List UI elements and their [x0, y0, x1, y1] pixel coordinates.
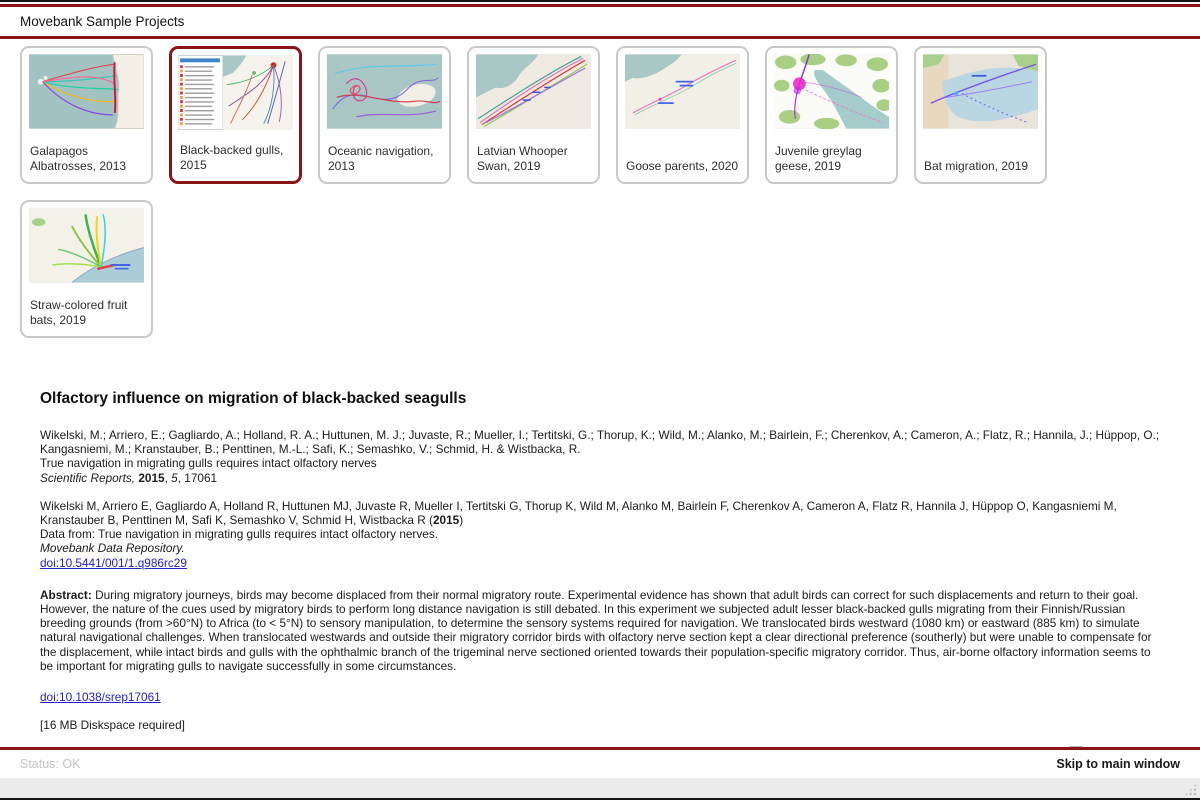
status-bar — [0, 750, 1200, 778]
thumbnail-map-oceanic — [327, 54, 442, 129]
thumbnail-map-bat — [923, 54, 1038, 129]
map-tracks-image — [625, 54, 740, 129]
project-label: Goose parents, 2020 — [626, 159, 739, 173]
thumbnail-map-greylag — [774, 54, 889, 129]
project-card-bat-migration[interactable] — [914, 46, 1047, 184]
map-tracks-image — [178, 55, 293, 130]
window-title: Movebank Sample Projects — [20, 14, 185, 29]
project-label: Juvenile greylag geese, 2019 — [775, 144, 862, 173]
map-tracks-image — [29, 54, 144, 129]
project-card-galapagos-albatrosses[interactable] — [20, 46, 153, 184]
project-card-latvian-whooper-swan[interactable] — [467, 46, 600, 184]
project-card-oceanic-navigation[interactable] — [318, 46, 451, 184]
project-label: Black-backed gulls, 2015 — [180, 143, 284, 172]
citation-year: 2015 — [138, 470, 165, 485]
citation-repository: Wikelski M, Arriero E, Gagliardo A, Holland R, Huttunen MJ, Juvaste R, Mueller I, Tertitski G, Thorup K, Wild M, Alanko M, Bairlein F, Cherenkov A, Cameron A, Flatz R, Hannila J, Hüppop O, Kangasniemi M, Kranstauber B, Penttinen M, Safi K, Semashko V, Schmid H, Wistbacka R (2015) Data from: True navigation in migrating gulls requires intact olfactory nerves. Movebank Data Repository. doi:10.5441/001/1.q986rc29 — [40, 498, 1117, 570]
resize-grip-icon[interactable] — [1184, 783, 1197, 796]
doi-article-link[interactable]: doi:10.1038/srep17061 — [40, 690, 161, 705]
citation2-repository-name: Movebank Data Repository. — [40, 541, 185, 556]
thumbnail-map-gulls — [178, 55, 293, 130]
project-label: Straw-colored fruit bats, 2019 — [30, 298, 128, 327]
project-label: Bat migration, 2019 — [924, 159, 1029, 173]
citation-authors: Wikelski, M.; Arriero, E.; Gagliardo, A.; Holland, R. A.; Huttunen, M. J.; Juvaste, R.; Mueller, I.; Tertitski, G.; Thorup, K.; Wild, M.; Alanko, M.; Bairlein, F.; Cherenkov, A.; Cameron, A.; Flatz, R.; Hannila, J.; Hüppop, O.; Kangasniemi, M.; Kranstauber, B.; Penttinen, M.-L.; Safi, K.; Semashko, V.; Schmid, H. & Wistbacka, R. — [40, 428, 1160, 457]
project-label: Galapagos Albatrosses, 2013 — [30, 144, 127, 173]
project-label: Oceanic navigation, 2013 — [328, 144, 434, 173]
map-tracks-image — [327, 54, 442, 129]
citation-volume: 5 — [171, 470, 178, 485]
window-footer-strip — [0, 778, 1200, 798]
status-text: Status: OK — [20, 757, 81, 771]
thumbnail-map-swan — [476, 54, 591, 129]
project-card-grid — [0, 39, 1200, 338]
map-tracks-image — [774, 54, 889, 129]
citation2-year: 2015 — [432, 513, 460, 528]
project-detail-panel — [0, 390, 1200, 732]
abstract-label: Abstract: — [40, 587, 92, 602]
citation2-data-from: Data from: True navigation in migrating gulls requires intact olfactory nerves. — [40, 527, 439, 542]
citation-paper-title: True navigation in migrating gulls requires intact olfactory nerves — [40, 456, 377, 471]
map-tracks-image — [29, 208, 144, 283]
abstract-paragraph — [40, 588, 1160, 673]
diskspace-note: [16 MB Diskspace required] — [40, 718, 185, 733]
citation-primary: Wikelski, M.; Arriero, E.; Gagliardo, A.; Holland, R. A.; Huttunen, M. J.; Juvaste, R.; Mueller, I.; Tertitski, G.; Thorup, K.; Wild, M.; Alanko, M.; Bairlein, F.; Cherenkov, A.; Cameron, A.; Flatz, R.; Hannila, J.; Hüppop, O.; Kangasniemi, M.; Kranstauber, B.; Penttinen, M.-L.; Safi, K.; Semashko, V.; Schmid, H. & Wistbacka, R. True navigation in migrating gulls requires intact olfactory nerves Scientific Reports, 2015, 5, 17061 — [40, 428, 1160, 485]
project-card-juvenile-greylag-geese[interactable] — [765, 46, 898, 184]
window-bottom-section — [0, 747, 1200, 800]
titlebar — [0, 7, 1200, 36]
doi-article-row — [40, 690, 1160, 704]
article-title: Olfactory influence on migration of black-backed seagulls — [40, 390, 467, 407]
thumbnail-map-galapagos — [29, 54, 144, 129]
skip-to-main-window-link[interactable]: Skip to main window — [1056, 757, 1180, 771]
project-card-black-backed-gulls[interactable] — [169, 46, 302, 184]
project-card-straw-colored-fruit-bats[interactable] — [20, 200, 153, 338]
thumbnail-map-fruit-bats — [29, 208, 144, 283]
map-tracks-image — [476, 54, 591, 129]
project-card-goose-parents[interactable] — [616, 46, 749, 184]
thumbnail-map-goose — [625, 54, 740, 129]
project-label: Latvian Whooper Swan, 2019 — [477, 144, 568, 173]
doi-repository-link[interactable]: doi:10.5441/001/1.q986rc29 — [40, 555, 187, 570]
map-tracks-image — [923, 54, 1038, 129]
citation-pages: , 17061 — [177, 470, 218, 485]
citation2-authors: Wikelski M, Arriero E, Gagliardo A, Holland R, Huttunen MJ, Juvaste R, Mueller I, Tertitski G, Thorup K, Wild M, Alanko M, Bairlein F, Cherenkov A, Cameron A, Flatz R, Hannila J, Hüppop O, Kangasniemi M, Kranstauber B, Penttinen M, Safi K, Semashko V, Schmid H, Wistbacka R ( — [40, 498, 1117, 528]
abstract-text: During migratory journeys, birds may become displaced from their normal migratory route. Experimental evidence has shown that adult birds can correct for such displacements and return to their goal. However, the nature of the cues used by migratory birds to perform long distance navigation is still debated. In this experiment we subjected adult lesser black-backed gulls migrating from their Finnish/Russian breeding grounds (from >60°N) to Africa (to < 5°N) to sensory manipulation, to determine the sensory systems required for navigation. We translocated birds westward (1080 km) or eastward (885 km) to simulate natural navigational challenges. When translocated westwards and outside their migratory corridor birds with olfactory nerve section kept a clear directional preference (southerly) but were unable to compensate for the displacement, while intact birds and gulls with the ophthalmic branch of the trigeminal nerve sectioned oriented towards their population-specific migratory corridor. Thus, air-borne olfactory information seems to be important for migrating gulls to navigate successfully in some circumstances. — [40, 587, 1152, 673]
citation-journal: Scientific Reports, — [40, 470, 136, 485]
